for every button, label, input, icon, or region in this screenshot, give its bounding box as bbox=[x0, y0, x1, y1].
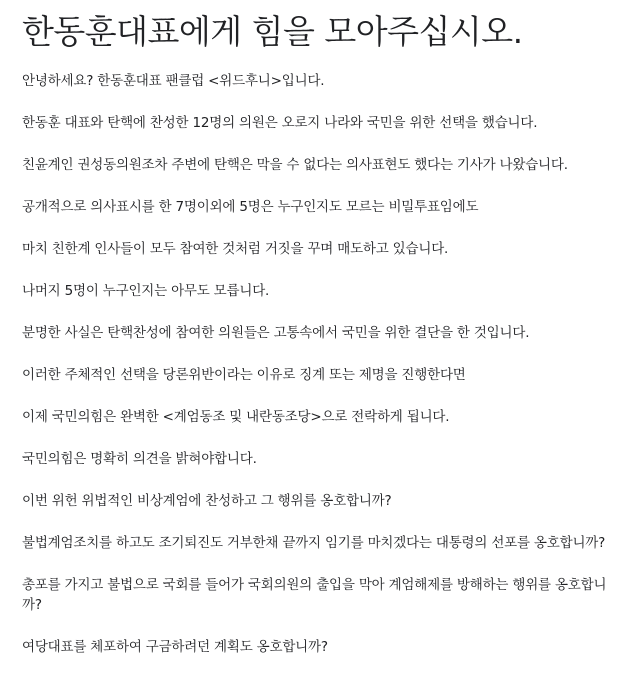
paragraph-downfall: 이제 국민의힘은 완벽한 <계엄동조 및 내란동조당>으로 전락하게 됩니다. bbox=[22, 409, 450, 425]
paragraph-question-4: 여당대표를 체포하여 구금하려던 계획도 옹호합니까? bbox=[22, 639, 328, 655]
paragraph-question-3: 총포를 가지고 불법으로 국회를 들어가 국회의원의 출입을 막아 계엄해제를 방해하는 행위를 옹호합니까? bbox=[22, 577, 607, 613]
paragraph-report: 친윤계인 권성동의원조차 주변에 탄핵은 막을 수 없다는 의사표현도 했다는 기사가 나왔습니다. bbox=[22, 157, 568, 173]
paragraph-clarify: 국민의힘은 명확히 의견을 밝혀야합니다. bbox=[22, 451, 257, 467]
paragraph-question-2: 불법계엄조치를 하고도 조기퇴진도 거부한채 끝까지 임기를 마치겠다는 대통령의 선포를 옹호합니까? bbox=[22, 535, 606, 551]
page-title: 한동훈대표에게 힘을 모아주십시오. bbox=[22, 12, 523, 51]
paragraph-unknown-five: 나머지 5명이 누구인지는 아무도 모릅니다. bbox=[22, 283, 270, 299]
paragraph-greeting: 안녕하세요? 한동훈대표 팬클럽 <위드후니>입니다. bbox=[22, 73, 325, 89]
paragraph-false-claim: 마치 친한계 인사들이 모두 참여한 것처럼 거짓을 꾸며 매도하고 있습니다. bbox=[22, 241, 449, 257]
paragraph-question-1: 이번 위헌 위법적인 비상계엄에 찬성하고 그 행위를 옹호합니까? bbox=[22, 493, 392, 509]
paragraph-discipline: 이러한 주체적인 선택을 당론위반이라는 이유로 징계 또는 제명을 진행한다면 bbox=[22, 367, 466, 383]
paragraph-choice: 한동훈 대표와 탄핵에 찬성한 12명의 의원은 오로지 나라와 국민을 위한 선택을 했습니다. bbox=[22, 115, 538, 131]
paragraph-secret-vote: 공개적으로 의사표시를 한 7명이외에 5명은 누구인지도 모르는 비밀투표임에도 bbox=[22, 199, 479, 215]
paragraph-fact: 분명한 사실은 탄핵찬성에 참여한 의원들은 고통속에서 국민을 위한 결단을 한 것입니다. bbox=[22, 325, 530, 341]
